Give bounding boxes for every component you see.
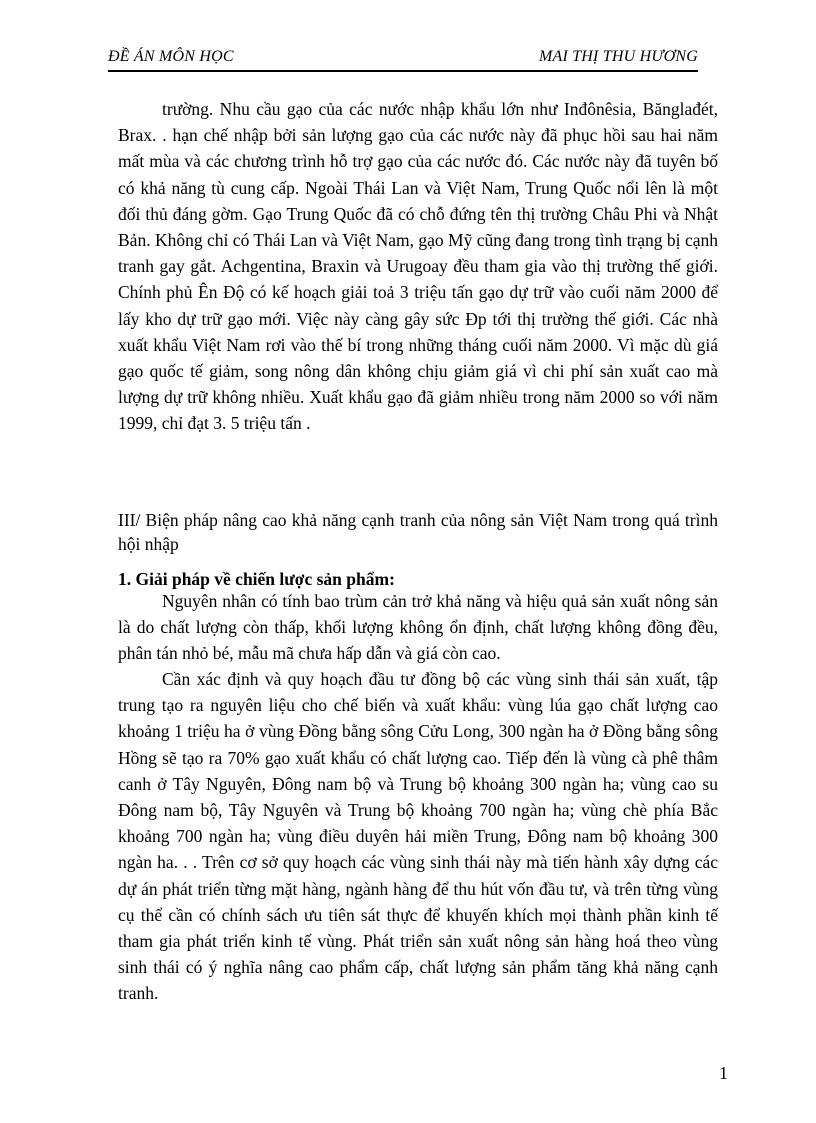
paragraph-ecological-zones: Cần xác định và quy hoạch đầu tư đồng bộ các vùng sinh thái sản xuất, tập trung tạo ra nguyên liệu cho chế biến và xuất khẩu: vùng lúa gạo chất lượng cao khoảng 1 triệu ha ở vùng Đồng bằng sông Cửu Long, 300 ngàn ha ở Đồng bằng sông Hồng sẽ tạo ra 70% gạo xuất khẩu có chất lượng cao. Tiếp đến là vùng cà phê thâm canh ở Tây Nguyên, Đông nam bộ và Trung bộ khoảng 300 ngàn ha; vùng cao su Đông nam bộ, Tây Nguyên và Trung bộ khoảng 700 ngàn ha; vùng chè phía Bắc khoảng 700 ngàn ha; vùng điều duyên hải miền Trung, Đông nam bộ khoảng 300 ngàn ha. . . Trên cơ sở quy hoạch các vùng sinh thái này mà tiến hành xây dựng các dự án phát triển từng mặt hàng, ngành hàng để thu hút vốn đầu tư, và trên từng vùng cụ thể cần có chính sách ưu tiên sát thực để khuyến khích mọi thành phần kinh tế tham gia phát triển kinh tế vùng. Phát triển sản xuất nông sản hàng hoá theo vùng sinh thái có ý nghĩa nâng cao phẩm cấp, chất lượng sản phẩm tăng khả năng cạnh tranh.: [118, 669, 718, 1004]
paragraph-root-causes: Nguyên nhân có tính bao trùm cản trở khả năng và hiệu quả sản xuất nông sản là do chất lượng còn thấp, khối lượng không ổn định, chất lượng không đồng đều, phân tán nhỏ bé, mẫu mã chưa hấp dẫn và giá còn cao.: [118, 591, 718, 664]
section-heading: III/ Biện pháp nâng cao khả năng cạnh tranh của nông sản Việt Nam trong quá trình hội nhập: [118, 510, 718, 554]
page-header: [108, 44, 698, 72]
page-number: 1: [719, 1063, 728, 1083]
header-author-name: MAI THỊ THU HƯƠNG: [538, 48, 698, 65]
header-course-title: ĐỀ ÁN MÔN HỌC: [108, 48, 234, 65]
subsection-heading: 1. Giải pháp về chiến lược sản phẩm:: [118, 569, 395, 589]
paragraph-rice-market: trường. Nhu cầu gạo của các nước nhập khẩu lớn như Inđônêsia, Bănglađét, Brax. . hạn chế nhập bởi sản lượng gạo của các nước này đã phục hồi sau hai năm mất mùa và các chương trình hỗ trợ gạo của các nước đó. Các nước này đã tuyên bố có khả năng tù cung cấp. Ngoài Thái Lan và Việt Nam, Trung Quốc nổi lên là một đối thủ đáng gờm. Gạo Trung Quốc đã có chỗ đứng tên thị trường Châu Phi và Nhật Bản. Không chỉ có Thái Lan và Việt Nam, gạo Mỹ cũng đang trong tình trạng bị cạnh tranh gay gắt. Achgentina, Braxin và Urugoay đều tham gia vào thị trường thế giới. Chính phủ Ên Độ có kế hoạch giải toả 3 triệu tấn gạo dự trữ vào cuối năm 2000 để lấy kho dự trữ gạo mới. Việc này càng gây sức Đp tới thị trường thế giới. Các nhà xuất khẩu Việt Nam rơi vào thế bí trong những tháng cuối năm 2000. Vì mặc dù giá gạo quốc tế giảm, song nông dân không chịu giảm giá vì chi phí sản xuất cao mà lượng dự trữ không nhiều. Xuất khẩu gạo đã giảm nhiều trong năm 2000 so với năm 1999, chỉ đạt 3. 5 triệu tấn .: [118, 99, 718, 434]
